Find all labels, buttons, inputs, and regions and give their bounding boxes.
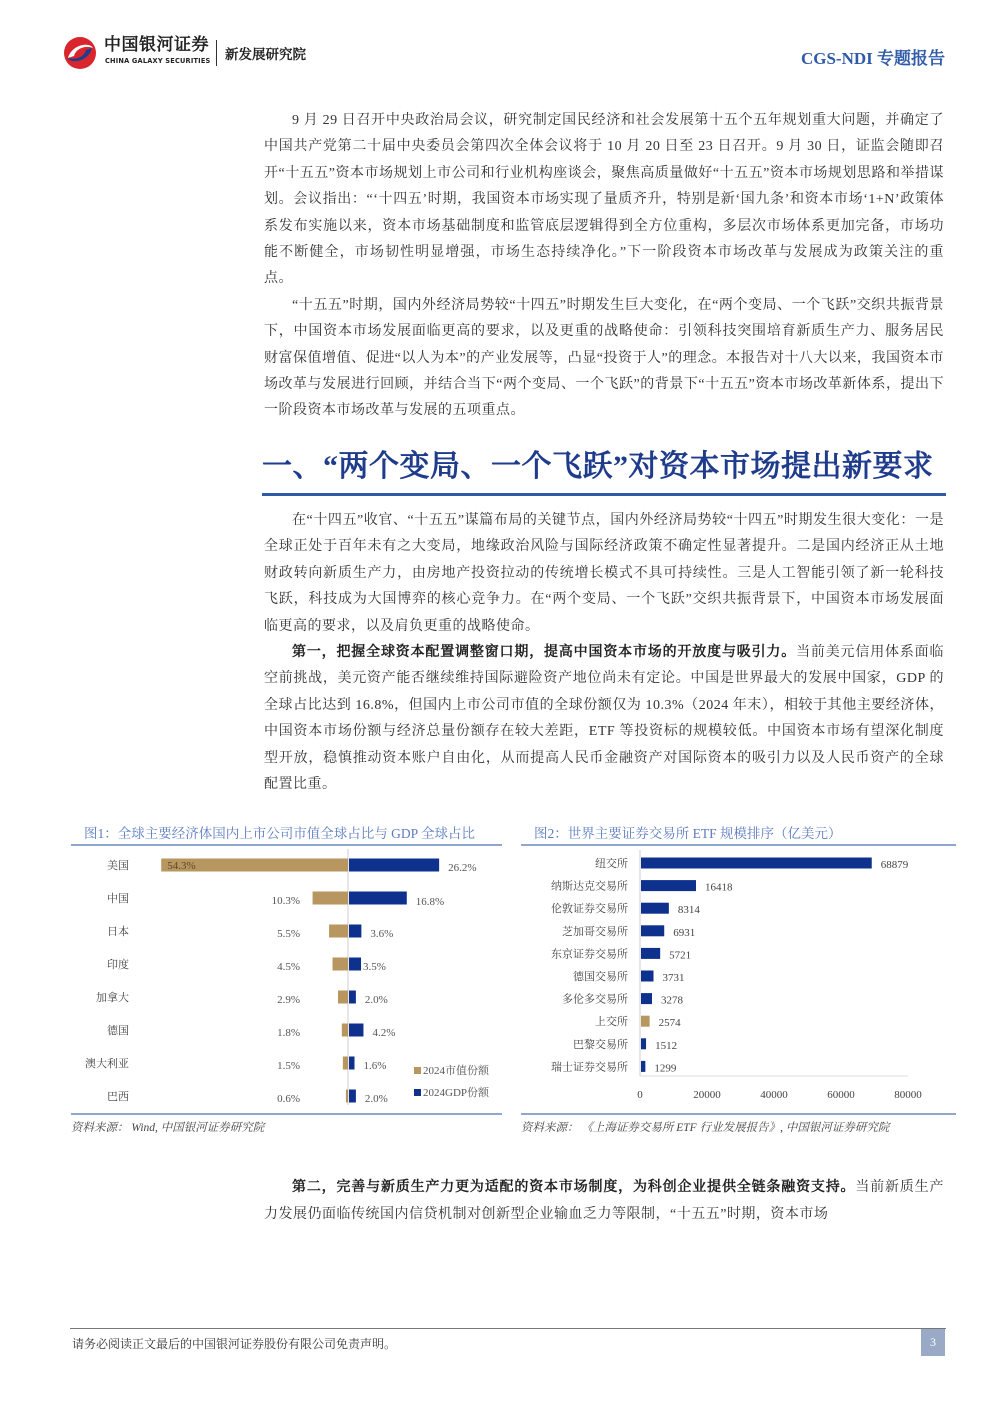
figure-2 [521, 824, 956, 1137]
figure-1-bottom-rule [71, 1113, 502, 1115]
category-label: 伦敦证券交易所 [551, 903, 628, 916]
section-text [264, 508, 944, 798]
bar-gdp-share [349, 1057, 355, 1070]
data-label-gdp: 2.0% [364, 1093, 388, 1106]
bar-market-cap-share [338, 991, 348, 1004]
data-label-market-cap: 1.8% [277, 1027, 300, 1040]
figure-1-chart [71, 847, 502, 1112]
bar-market-cap-share [343, 1057, 348, 1070]
bar-gdp-share [349, 892, 407, 905]
bar-etf-size [641, 993, 652, 1004]
figure-2-top-rule [521, 844, 956, 846]
bar-market-cap-share [329, 925, 348, 938]
figure-1-title: 图1：全球主要经济体国内上市公司市值全球占比与 GDP 全球占比 [84, 826, 476, 842]
galaxy-logo-icon [62, 36, 98, 70]
brand-name-en: CHINA GALAXY SECURITIES [105, 57, 211, 65]
x-tick-label: 40000 [760, 1089, 788, 1102]
paragraph-lead: 第一，把握全球资本配置调整窗口期，提高中国资本市场的开放度与吸引力。 [292, 644, 797, 660]
data-label: 3278 [660, 994, 683, 1007]
brand-separator [216, 40, 217, 66]
x-tick-label: 0 [637, 1089, 643, 1102]
figure-2-title: 图2：世界主要证券交易所 ETF 规模排序（亿美元） [534, 826, 842, 842]
page-number: 3 [921, 1329, 945, 1356]
legend-label: 2024GDP份额 [423, 1087, 490, 1100]
data-label: 1299 [654, 1062, 677, 1075]
bar-market-cap-share [333, 958, 348, 971]
category-label: 芝加哥交易所 [562, 926, 628, 939]
category-label: 德国 [107, 1025, 129, 1038]
x-tick-label: 60000 [827, 1089, 855, 1102]
category-label: 日本 [107, 926, 129, 939]
data-label: 2574 [658, 1017, 681, 1030]
main-content [0, 108, 992, 1228]
paragraph: 9 月 29 日召开中央政治局会议，研究制定国民经济和社会发展第十五个五年规划重大问题，并确定了中国共产党第二十届中央委员会第四次全体会议将于 10 月 20 日至 23 日召开。9 月 30 日，证监会随即召开“十五五”资本市场规划上市公司和行业机构座谈会，聚焦高质量做好“十五五”资本市场规划思路和举措谋划。会议指出：“‘十四五’时期，我国资本市场实现了量质齐升，特别是新‘国九条’和资本市场‘1+N’政策体系发布实施以来，资本市场基础制度和监管底层逻辑得到全方位重构，多层次市场体系更加完备，市场功能不断健全，市场韧性明显增强，市场生态持续净化。”下一阶段资本市场改革与发展成为政策关注的重点。 [264, 113, 944, 287]
bar-etf-size [641, 1039, 646, 1050]
paragraph [264, 640, 944, 798]
section-heading: 一、“两个变局、一个飞跃”对资本市场提出新要求 [262, 447, 946, 496]
legend-label: 2024市值份额 [423, 1065, 489, 1078]
bar-etf-size [641, 948, 660, 959]
bar-etf-size [641, 880, 696, 891]
data-label: 6931 [673, 927, 696, 940]
data-label-gdp: 1.6% [363, 1060, 387, 1073]
bar-gdp-share [349, 1090, 356, 1103]
category-label: 多伦多交易所 [562, 993, 628, 1006]
paragraph [264, 1175, 944, 1228]
bar-gdp-share [349, 859, 439, 872]
bar-gdp-share [349, 958, 361, 971]
data-label-market-cap: 1.5% [277, 1060, 300, 1073]
category-label: 东京证券交易所 [551, 948, 628, 961]
data-label-market-cap: 5.5% [277, 928, 300, 941]
report-tag: CGS-NDI 专题报告 [800, 49, 945, 68]
data-label: 16418 [705, 881, 733, 894]
category-label: 瑞士证券交易所 [551, 1061, 628, 1074]
data-label-market-cap: 4.5% [277, 961, 300, 974]
bar-etf-size [641, 971, 653, 982]
x-tick-label: 20000 [693, 1089, 721, 1102]
category-label: 德国交易所 [573, 971, 628, 984]
figure-2-source: 资料来源： 《上海证券交易所 ETF 行业发展报告》, 中国银河证券研究院 [521, 1122, 890, 1135]
figure-1-source: 资料来源： Wind, 中国银河证券研究院 [71, 1122, 265, 1135]
legend-swatch [414, 1067, 421, 1074]
bar-gdp-share [349, 925, 361, 938]
data-label: 68879 [880, 859, 909, 872]
paragraph-body: 当前美元信用体系面临空前挑战，美元资产能否继续维持国际避险资产地位尚未有定论。中国是世界最大的发展中国家，GDP 的全球占比达到 16.8%，但国内上市公司市值的全球份额仅为 10.3%（2024 年末），相较于其他主要经济体，中国资本市场份额与经济总量份额存在较大差距，ETF 等投资标的规模较低。中国资本市场有望深化制度型开放，稳慎推动资本账户自由化，从而提高人民币金融资产对国际资本的吸引力以及人民币资产的全球配置比重。 [264, 644, 945, 792]
footer-disclaimer: 请务必阅读正文最后的中国银河证券股份有限公司免责声明。 [72, 1337, 397, 1351]
footer-rule [70, 1328, 946, 1329]
bar-market-cap-share [313, 892, 348, 905]
paragraph: 在“十四五”收官、“十五五”谋篇布局的关键节点，国内外经济局势较“十四五”时期发生很大变化：一是全球正处于百年未有之大变局，地缘政治风险与国际经济政策不确定性显著提升。二是国内经济正从土地财政转向新质生产力，由房地产投资拉动的传统增长模式不具可持续性。三是人工智能引领了新一轮科技飞跃，科技成为大国博弈的核心竞争力。在“两个变局、一个飞跃”交织共振背景下，中国资本市场发展面临更高的要求，以及肩负更重的战略使命。 [264, 512, 944, 634]
figure-1-top-rule [71, 844, 502, 846]
bar-market-cap-share [346, 1090, 348, 1103]
category-label: 美国 [107, 860, 129, 873]
data-label-gdp: 2.0% [364, 994, 388, 1007]
continued-text [264, 1175, 944, 1228]
category-label: 中国 [107, 893, 129, 906]
category-label: 巴黎交易所 [573, 1039, 628, 1052]
data-label-market-cap: 0.6% [277, 1093, 300, 1106]
data-label-market-cap: 10.3% [271, 895, 300, 908]
data-label-gdp: 3.6% [370, 928, 394, 941]
data-label-gdp: 16.8% [415, 896, 445, 909]
bar-etf-size [641, 903, 669, 914]
x-tick-label: 80000 [894, 1089, 922, 1102]
bar-market-cap-share [342, 1024, 348, 1037]
data-label-gdp: 3.5% [363, 961, 386, 974]
figure-2-chart [521, 847, 956, 1112]
category-label: 巴西 [107, 1091, 129, 1104]
paragraph: “十五五”时期，国内外经济局势较“十四五”时期发生巨大变化，在“两个变局、一个飞跃”交织共振背景下，中国资本市场发展面临更高的要求，以及更重的战略使命：引领科技突围培育新质生产力、服务居民财富保值增值、促进“以人为本”的产业发展等，凸显“投资于人”的理念。本报告对十八大以来，我国资本市场改革与发展进行回顾，并结合当下“两个变局、一个飞跃”的背景下“十五五”资本市场改革新体系，提出下一阶段资本市场改革与发展的五项重点。 [264, 297, 944, 419]
bar-gdp-share [349, 1024, 363, 1037]
category-label: 纽交所 [595, 858, 628, 871]
legend-swatch [414, 1089, 421, 1096]
bar-etf-size [641, 858, 872, 869]
data-label-gdp: 26.2% [448, 862, 477, 875]
intro-text [264, 108, 944, 425]
category-label: 澳大利亚 [85, 1058, 129, 1071]
bar-etf-size [641, 926, 664, 937]
data-label: 5721 [669, 949, 692, 962]
institute-name: 新发展研究院 [225, 47, 306, 63]
category-label: 上交所 [595, 1016, 628, 1029]
figures-row [71, 824, 992, 1137]
data-label-market-cap: 54.3% [167, 860, 196, 873]
paragraph-lead: 第二，完善与新质生产力更为适配的资本市场制度，为科创企业提供全链条融资支持。 [292, 1180, 856, 1196]
figure-1 [71, 824, 502, 1137]
category-label: 印度 [107, 959, 129, 972]
data-label: 8314 [677, 904, 700, 917]
data-label-market-cap: 2.9% [277, 994, 300, 1007]
bar-etf-size [641, 1016, 650, 1027]
bar-etf-size [641, 1061, 645, 1072]
paragraph-body: 当前新质生产力发展仍面临传统国内信贷机制对创新型企业输血乏力等限制，“十五五”时期，资本市场 [264, 1180, 945, 1222]
brand-name-cn: 中国银河证券 [104, 35, 209, 55]
data-label: 3731 [662, 972, 685, 985]
bar-gdp-share [349, 991, 356, 1004]
figure-2-bottom-rule [521, 1113, 956, 1115]
data-label: 1512 [655, 1040, 678, 1053]
data-label-gdp: 4.2% [372, 1027, 396, 1040]
category-label: 加拿大 [96, 992, 129, 1005]
category-label: 纳斯达克交易所 [551, 880, 628, 893]
